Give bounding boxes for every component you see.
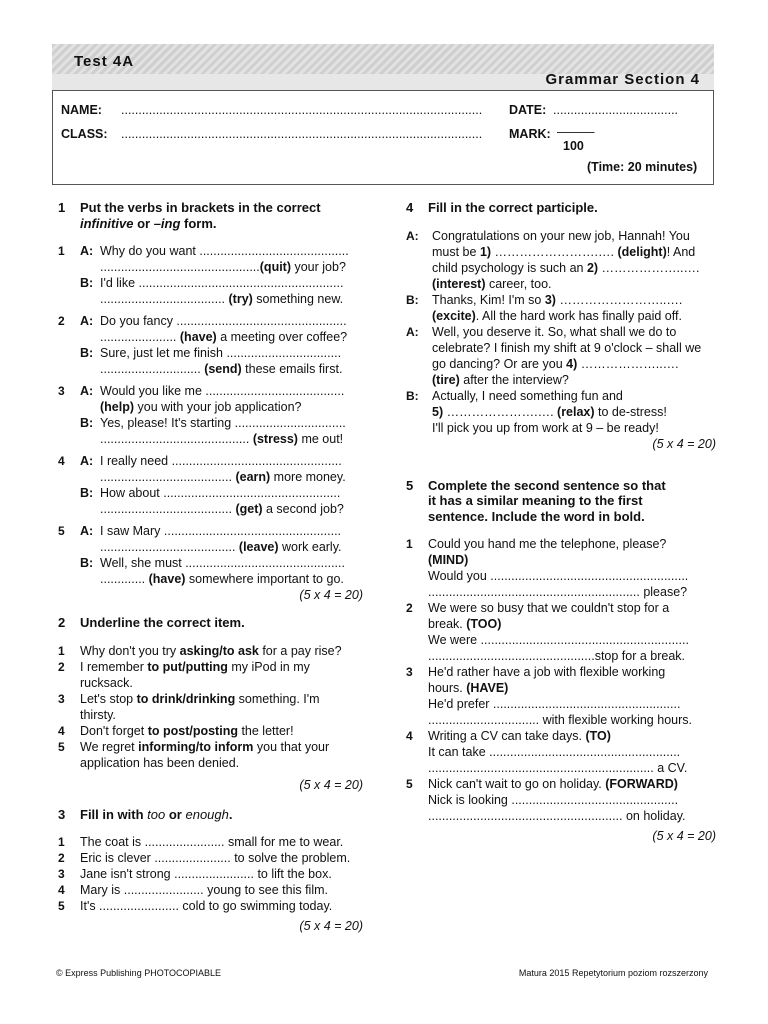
verb-prompt: (leave) (238, 540, 279, 555)
speaker (406, 244, 432, 260)
verb-prompt: (get) (235, 502, 263, 517)
dialogue-line[interactable]: ...................................... (get) a second job? (100, 502, 344, 517)
name-field[interactable]: ........................................................................................................ (121, 103, 483, 117)
speaker-b: B: (80, 486, 94, 501)
dialogue-line[interactable]: How about ................................................... (100, 486, 341, 501)
exercise-4 (406, 200, 716, 452)
choice-options[interactable]: informing/to inform (138, 739, 254, 754)
item-number: 1 (406, 537, 413, 552)
exercise-1-item (58, 313, 363, 377)
dialogue-line: celebrate? I finish my shift at 9 o'clock – shall we (406, 340, 716, 356)
banner-pattern (52, 44, 714, 74)
verb-prompt: (delight) (617, 244, 667, 259)
dialogue-line[interactable]: Why do you want ........................................... (100, 244, 349, 259)
dialogue-line[interactable]: Would you like me ........................................ (100, 384, 345, 399)
speaker (406, 404, 432, 420)
answer-line[interactable]: Nick is looking ................................................ (428, 793, 679, 808)
footer-book-title: Matura 2015 Repetytorium poziom rozszerzony (518, 968, 708, 978)
item-number: 1 (58, 643, 65, 658)
mark-label: MARK: (509, 127, 551, 141)
exercise-5-item: 4 Writing a CV can take days. (TO) It can take ....................................................... ................................................................. a CV. (406, 728, 716, 776)
speaker-b: B: (80, 556, 94, 571)
item-number: 3 (406, 665, 413, 680)
item-number: 3 (58, 691, 65, 706)
section-title: Grammar Section 4 (545, 71, 700, 88)
verb-prompt: (send) (204, 362, 242, 377)
exercise-1-score: (5 x 4 = 20) (299, 588, 363, 603)
verb-prompt: (help) (100, 400, 135, 415)
key-word: (FORWARD) (605, 777, 678, 792)
verb-prompt: (tire) (432, 372, 460, 387)
exercise-5 (406, 478, 716, 845)
speaker (406, 276, 432, 292)
exercise-2-item: 2 I remember to put/putting my iPod in my rucksack. (58, 659, 310, 690)
answer-line[interactable]: ........................................................ on holiday. (428, 809, 686, 824)
exercise-1 (58, 200, 363, 603)
item-number: 4 (406, 729, 413, 744)
date-label: DATE: (509, 103, 547, 117)
item-number: 2 (58, 659, 65, 674)
left-column (58, 200, 363, 934)
key-word: (HAVE) (466, 681, 509, 696)
speaker-a: A: (80, 244, 94, 259)
item-number: 1 (58, 244, 65, 259)
verb-prompt: (stress) (252, 432, 298, 447)
answer-gap[interactable]: ……………………..…. (555, 292, 683, 307)
class-field[interactable]: ........................................................................................................ (121, 127, 483, 141)
exercise-3-item[interactable]: 2 Eric is clever ...................... to solve the problem. (58, 851, 351, 866)
exercise-3-item[interactable]: 5 It's ....................... cold to go swimming today. (58, 899, 333, 914)
speaker: B: (406, 388, 419, 403)
dialogue-line: (excite). All the hard work has finally paid off. (406, 308, 716, 324)
exercise-1-item (58, 383, 363, 447)
dialogue-line[interactable]: Sure, just let me finish ................................. (100, 346, 342, 361)
speaker-b: B: (80, 276, 94, 291)
item-number: 5 (58, 739, 65, 754)
dialogue-line[interactable]: I saw Mary ................................................... (100, 524, 342, 539)
exercise-4-title: 4 Fill in the correct participle. (406, 200, 598, 215)
answer-gap[interactable]: ………………….…. (443, 404, 558, 419)
speaker-a: A: (80, 454, 94, 469)
footer-publisher: © Express Publishing PHOTOCOPIABLE (56, 968, 222, 978)
exercise-3-item[interactable]: 4 Mary is ....................... young to see this film. (58, 883, 328, 898)
exercise-2-item: 1 Why don't you try asking/to ask for a pay rise? (58, 643, 342, 658)
dialogue-line[interactable]: 5) ………………….…. (relax) to de-stress! (406, 404, 716, 420)
answer-line[interactable]: ................................ with flexible working hours. (428, 713, 692, 728)
dialogue-line[interactable]: child psychology is such an 2) ………………..…. (406, 260, 716, 276)
dialogue-line: I'll pick you up from work at 9 – be ready! (406, 420, 716, 436)
key-word: (MIND) (428, 553, 469, 568)
right-column (406, 200, 716, 844)
item-number: 5 (58, 899, 65, 914)
dialogue-line[interactable]: I really need ................................................. (100, 454, 342, 469)
key-word: (TOO) (466, 617, 502, 632)
choice-options[interactable]: to post/posting (147, 723, 238, 738)
dialogue-line[interactable]: ........................................... (stress) me out! (100, 432, 344, 447)
dialogue-line[interactable]: Well, she must .............................................. (100, 556, 345, 571)
answer-line[interactable]: It can take ....................................................... (428, 745, 681, 760)
class-label: CLASS: (61, 127, 108, 141)
dialogue-line[interactable]: ...................................... (earn) more money. (100, 470, 346, 485)
item-number: 2 (58, 851, 65, 866)
choice-options[interactable]: to put/putting (147, 659, 228, 674)
dialogue-line[interactable]: must be 1) …………………….…. (delight)! And (406, 244, 716, 260)
dialogue-line: (tire) after the interview? (406, 372, 716, 388)
exercise-5-item: 1 Could you hand me the telephone, please? (MIND) Would you ......................................................... ............................................................. please? (406, 536, 716, 600)
test-title: Test 4A (74, 53, 135, 70)
exercise-3-title: 3 Fill in with too or enough. (58, 806, 233, 822)
speaker: A: (406, 324, 419, 339)
exercise-2-item: 3 Let's stop to drink/drinking something. I'm thirsty. (58, 691, 320, 722)
verb-prompt: (excite) (432, 308, 476, 323)
gap-number: 5) (432, 404, 444, 419)
dialogue-line[interactable]: ............. (have) somewhere important to go. (100, 572, 344, 587)
speaker: B: (406, 292, 419, 307)
dialogue-line: B: Actually, I need something fun and (406, 388, 623, 403)
dialogue-line: A: Well, you deserve it. So, what shall we do to (406, 324, 677, 339)
exercise-3-score: (5 x 4 = 20) (299, 919, 363, 934)
speaker (406, 356, 432, 372)
mark-line[interactable]: ——— (557, 125, 595, 139)
item-number: 1 (58, 835, 65, 850)
speaker (406, 308, 432, 324)
answer-line[interactable]: Would you ......................................................... (428, 569, 689, 584)
exercise-1-title: 1 Put the verbs in brackets in the correct infinitive or –ing form. (58, 200, 321, 231)
speaker: A: (406, 228, 419, 243)
name-label: NAME: (61, 103, 102, 117)
exercise-3 (58, 807, 363, 935)
dialogue-line[interactable]: ............................. (send) these emails first. (100, 362, 343, 377)
dialogue-line[interactable]: Do you fancy ................................................. (100, 314, 347, 329)
exercise-5-item: 2 We were so busy that we couldn't stop for a break. (TOO) We were ............................................................ ................................................stop for a break. (406, 600, 716, 664)
dialogue-line[interactable]: ..............................................(quit) your job? (100, 260, 346, 275)
verb-prompt: (earn) (235, 470, 271, 485)
answer-line[interactable]: ................................................................. a CV. (428, 761, 688, 776)
exercise-2-score: (5 x 4 = 20) (299, 777, 363, 792)
exercise-2-item: 4 Don't forget to post/posting the letter! (58, 723, 294, 738)
key-word: (TO) (585, 729, 611, 744)
verb-prompt: (have) (148, 572, 186, 587)
choice-options[interactable]: to drink/drinking (136, 691, 236, 706)
exercise-4-score: (5 x 4 = 20) (652, 436, 716, 451)
exercise-1-item (58, 453, 363, 517)
dialogue-line: (interest) career, too. (406, 276, 716, 292)
exercise-2-title: 2 Underline the correct item. (58, 615, 245, 631)
exercise-3-item[interactable]: 1 The coat is ....................... small for me to wear. (58, 835, 344, 850)
dialogue-line[interactable]: go dancing? Or are you 4) ………………..…. (406, 356, 716, 372)
item-number: 5 (58, 524, 65, 539)
exercise-2-item: 5 We regret informing/to inform you that your application has been denied. (58, 739, 330, 770)
exercise-2 (58, 615, 363, 793)
answer-line[interactable]: ............................................................. please? (428, 585, 688, 600)
dialogue-line[interactable]: B: Thanks, Kim! I'm so 3) ……………………..…. (406, 292, 683, 307)
speaker-b: B: (80, 416, 94, 431)
page-banner (52, 44, 714, 90)
verb-prompt: (relax) (557, 404, 595, 419)
gap-number: 4) (566, 356, 578, 371)
date-field[interactable]: .................................... (553, 103, 679, 117)
item-number: 4 (58, 883, 65, 898)
answer-line[interactable]: ................................................stop for a break. (428, 649, 686, 664)
item-number: 5 (406, 777, 413, 792)
verb-prompt: (interest) (432, 276, 486, 291)
gap-number: 2) (586, 260, 599, 275)
speaker (406, 372, 432, 388)
item-number: 2 (406, 601, 413, 616)
exercise-5-item: 5 Nick can't wait to go on holiday. (FORWARD) Nick is looking ................................................ ........................................................ on holiday. (406, 776, 716, 824)
dialogue-line[interactable]: ....................................... (leave) work early. (100, 540, 342, 555)
speaker-a: A: (80, 314, 94, 329)
answer-gap[interactable]: …………………….…. (491, 244, 618, 259)
item-number: 4 (58, 723, 65, 738)
copyright-icon: © (56, 968, 63, 978)
verb-prompt: (quit) (259, 260, 291, 275)
speaker (406, 260, 432, 276)
dialogue-line: A: Congratulations on your new job, Hannah! You (406, 228, 690, 243)
speaker-a: A: (80, 384, 94, 399)
exercise-5-score: (5 x 4 = 20) (652, 829, 716, 844)
item-number: 2 (58, 314, 65, 329)
speaker-b: B: (80, 346, 94, 361)
dialogue-line[interactable]: Yes, please! It's starting ................................ (100, 416, 346, 431)
exercise-1-item (58, 523, 363, 587)
student-info-box (52, 90, 714, 185)
answer-line[interactable]: He'd prefer ...................................................... (428, 697, 681, 712)
exercise-5-title: 5 Complete the second sentence so that it has a similar meaning to the first sentence. Include the word in bold. (406, 477, 666, 524)
dialogue-line[interactable]: ...................... (have) a meeting over coffee? (100, 330, 348, 345)
time-limit: (Time: 20 minutes) (587, 160, 698, 174)
exercise-1-item (58, 243, 363, 307)
exercise-3-item[interactable]: 3 Jane isn't strong ....................... to lift the box. (58, 867, 332, 882)
verb-prompt: (have) (179, 330, 217, 345)
speaker (406, 340, 432, 356)
item-number: 3 (58, 867, 65, 882)
gap-number: 1) (479, 244, 492, 259)
exercise-5-item: 3 He'd rather have a job with flexible working hours. (HAVE) He'd prefer ...................................................... ................................ with flexible working hours. (406, 664, 716, 728)
gap-number: 3) (544, 292, 556, 307)
mark-total: 100 (563, 139, 584, 153)
dialogue-line[interactable]: .................................... (try) something new. (100, 292, 344, 307)
verb-prompt: (try) (228, 292, 253, 307)
answer-gap[interactable]: ………………..…. (577, 356, 679, 371)
item-number: 4 (58, 454, 65, 469)
answer-line[interactable]: We were ............................................................ (428, 633, 689, 648)
choice-options[interactable]: asking/to ask (179, 643, 259, 658)
answer-gap[interactable]: ………………..…. (598, 260, 700, 275)
speaker-a: A: (80, 524, 94, 539)
item-number: 3 (58, 384, 65, 399)
dialogue-line[interactable]: I'd like ........................................................... (100, 276, 344, 291)
dialogue-line[interactable]: (help) you with your job application? (100, 400, 302, 415)
speaker (406, 420, 432, 436)
